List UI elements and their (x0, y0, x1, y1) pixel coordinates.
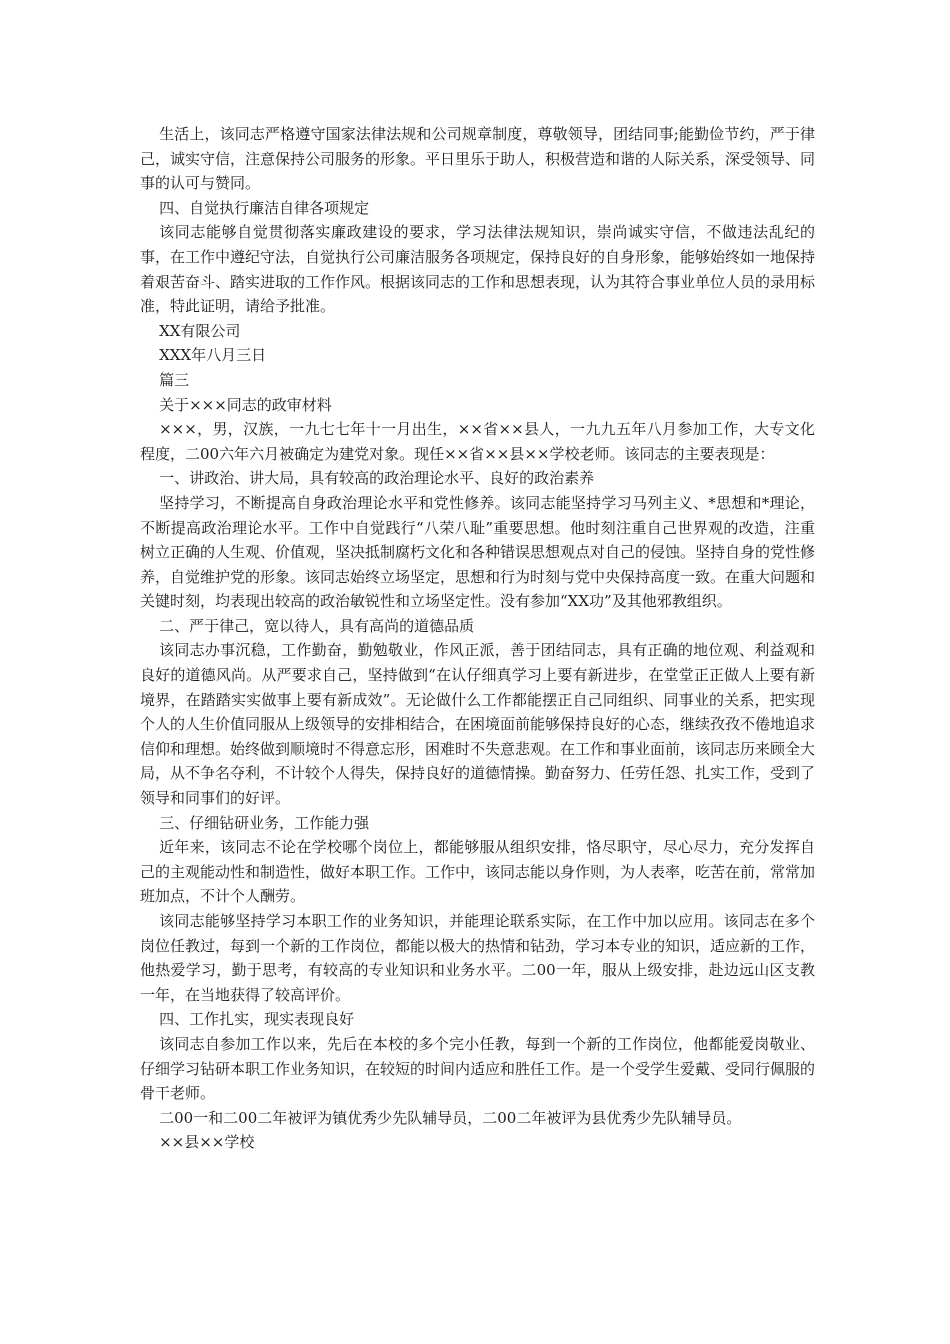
paragraph-profile: ×××，男，汉族，一九七七年十一月出生，××省××县人，一九九五年八月参加工作，大专文化程度，二00六年六月被确定为建党对象。现任××省××县××学校老师。该同志的主要表现是： (140, 420, 815, 463)
paragraph-integrity: 该同志能够自觉贯彻落实廉政建设的要求，学习法律法规知识，崇尚诚实守信，不做违法乱纪的事，在工作中遵纪守法，自觉执行公司廉洁服务各项规定，保持良好的自身形象，能够始终如一地保持着艰苦奋斗、踏实进取的工作作风。根据该同志的工作和思想表现，认为其符合事业单位人员的录用标准，特此证明，请给予批准。 (140, 223, 816, 316)
paragraph-awards: 二00一和二00二年被评为镇优秀少先队辅导员，二00二年被评为县优秀少先队辅导员。 (159, 1108, 742, 1127)
section-heading-politics: 一、讲政治、讲大局，具有较高的政治理论水平、良好的政治素养 (159, 469, 595, 488)
school-signature: ××县××学校 (159, 1133, 255, 1152)
paragraph-performance: 该同志自参加工作以来，先后在本校的多个完小任教，每到一个新的工作岗位，他都能爱岗敬业、仔细学习钻研本职工作业务知识，在较短的时间内适应和胜任工作。是一个受学生爱戴、受同行佩服的骨干老师。 (140, 1034, 816, 1103)
paragraph-morality: 该同志办事沉稳，工作勤奋，勤勉敬业，作风正派，善于团结同志，具有正确的地位观、利益观和良好的道德风尚。从严要求自己，坚持做到“在认仔细真学习上要有新进步，在堂堂正正做人上要有新境界，在踏踏实实做事上要有新成效”。无论做什么工作都能摆正自己同组织、同事业的关系，把实现个人的人生价值同服从上级领导的安排相结合，在困境面前能够保持良好的心态，继续孜孜不倦地追求信仰和理想。始终做到顺境时不得意忘形，困难时不失意悲观。在工作和事业面前，该同志历来顾全大局，从不争名夺利，不计较个人得失，保持良好的道德情操。勤奋努力、任劳任怨、扎实工作，受到了领导和同事们的好评。 (140, 641, 816, 808)
section-label: 篇三 (159, 370, 190, 389)
document-page (140, 122, 815, 1155)
document-title: 关于×××同志的政审材料 (159, 395, 332, 414)
paragraph-politics: 坚持学习，不断提高自身政治理论水平和党性修养。该同志能坚持学习马列主义、*思想和*理论，不断提高政治理论水平。工作中自觉践行“八荣八耻”重要思想。他时刻注重自己世界观的改造，注重树立正确的人生观、价值观，坚决抵制腐朽文化和各种错误思想观点对自己的侵蚀。坚持自身的党性修养，自觉维护党的形象。该同志始终立场坚定，思想和行为时刻与党中央保持高度一致。在重大问题和关键时刻，均表现出较高的政治敏锐性和立场坚定性。没有参加“XX功”及其他邪教组织。 (140, 493, 816, 611)
section-heading-morality: 二、严于律己，宽以待人，具有高尚的道德品质 (159, 616, 475, 635)
section-heading-integrity: 四、自觉执行廉洁自律各项规定 (159, 198, 370, 217)
company-name: XX有限公司 (159, 321, 241, 340)
document-date: XXX年八月三日 (159, 346, 267, 365)
paragraph-ability-1: 近年来，该同志不论在学校哪个岗位上，都能够服从组织安排，恪尽职守，尽心尽力，充分发挥自己的主观能动性和制造性，做好本职工作。工作中，该同志能以身作则，为人表率，吃苦在前，常常加班加点，不计个人酬劳。 (140, 838, 816, 906)
section-heading-ability: 三、仔细钻研业务，工作能力强 (159, 813, 370, 832)
section-heading-performance: 四、工作扎实，现实表现良好 (159, 1010, 355, 1029)
paragraph-conduct: 生活上，该同志严格遵守国家法律法规和公司规章制度，尊敬领导，团结同事;能勤俭节约，严于律己，诚实守信，注意保持公司服务的形象。平日里乐于助人，积极营造和谐的人际关系，深受领导、同事的认可与赞同。 (140, 125, 816, 193)
paragraph-ability-2: 该同志能够坚持学习本职工作的业务知识，并能理论联系实际，在工作中加以应用。该同志在多个岗位任教过，每到一个新的工作岗位，都能以极大的热情和钻劲，学习本专业的知识，适应新的工作，他热爱学习，勤于思考，有较高的专业知识和业务水平。二00一年，服从上级安排，赴边远山区支教一年，在当地获得了较高评价。 (140, 912, 816, 1004)
